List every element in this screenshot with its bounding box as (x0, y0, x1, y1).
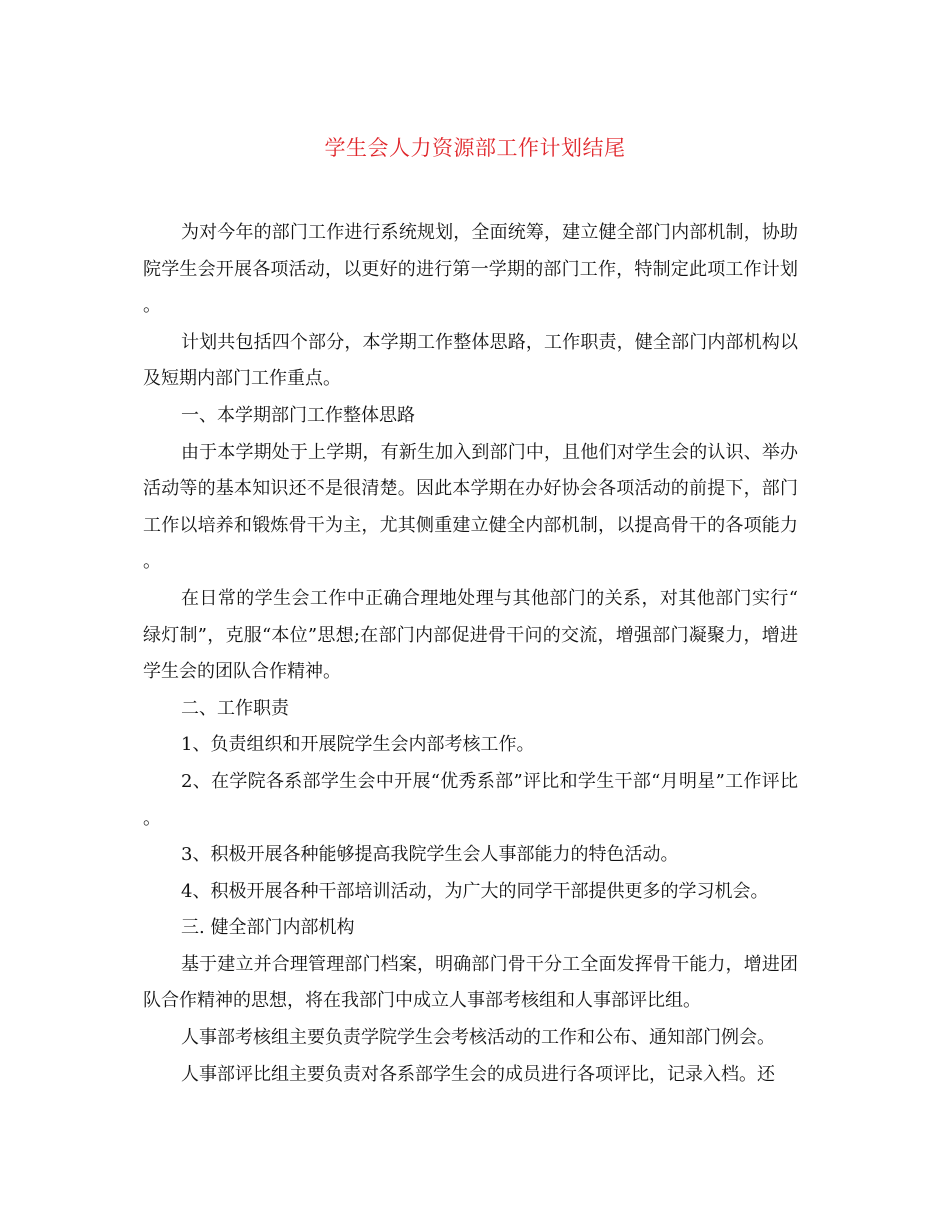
paragraph-section-1-b: 在日常的学生会工作中正确合理地处理与其他部门的关系，对其他部门实行“绿灯制”，克服“本位”思想;在部门内部促进骨干问的交流，增强部门凝聚力，增进学生会的团队合作精神。 (143, 587, 798, 683)
document-body (143, 215, 798, 1093)
paragraph-intro: 为对今年的部门工作进行系统规划，全面统筹，建立健全部门内部机制，协助院学生会开展各项活动，以更好的进行第一学期的部门工作，特制定此项工作计划。 (143, 222, 798, 317)
heading-section-2: 二、工作职责 (181, 697, 289, 719)
paragraph-section-3-a: 基于建立并合理管理部门档案，明确部门骨干分工全面发挥骨干能力，增进团队合作精神的思想，将在我部门中成立人事部考核组和人事部评比组。 (143, 953, 798, 1012)
paragraph-section-3-b: 人事部考核组主要负责学院学生会考核活动的工作和公布、通知部门例会。 (181, 1027, 775, 1049)
paragraph-section-1-a: 由于本学期处于上学期，有新生加入到部门中，且他们对学生会的认识、举办活动等的基本知识还不是很清楚。因此本学期在办好协会各项活动的前提下，部门工作以培养和锻炼骨干为主，尤其侧重建立健全内部机制，以提高骨干的各项能力。 (143, 441, 798, 573)
list-item-duty-2: 2、在学院各系部学生会中开展“优秀系部”评比和学生干部“月明星”工作评比。 (143, 770, 798, 829)
heading-section-3: 三. 健全部门内部机构 (181, 917, 355, 939)
list-item-duty-1: 1、负责组织和开展院学生会内部考核工作。 (181, 734, 535, 756)
paragraph-section-3-c: 人事部评比组主要负责对各系部学生会的成员进行各项评比，记录入档。还 (181, 1063, 775, 1085)
document-title: 学生会人力资源部工作计划结尾 (324, 136, 626, 160)
heading-section-1: 一、本学期部门工作整体思路 (181, 404, 415, 426)
list-item-duty-3: 3、积极开展各种能够提高我院学生会人事部能力的特色活动。 (181, 844, 679, 866)
list-item-duty-4: 4、积极开展各种干部培训活动，为广大的同学干部提供更多的学习机会。 (181, 880, 769, 902)
paragraph-plan-overview: 计划共包括四个部分，本学期工作整体思路，工作职责，健全部门内部机构以及短期内部门工作重点。 (143, 331, 798, 390)
